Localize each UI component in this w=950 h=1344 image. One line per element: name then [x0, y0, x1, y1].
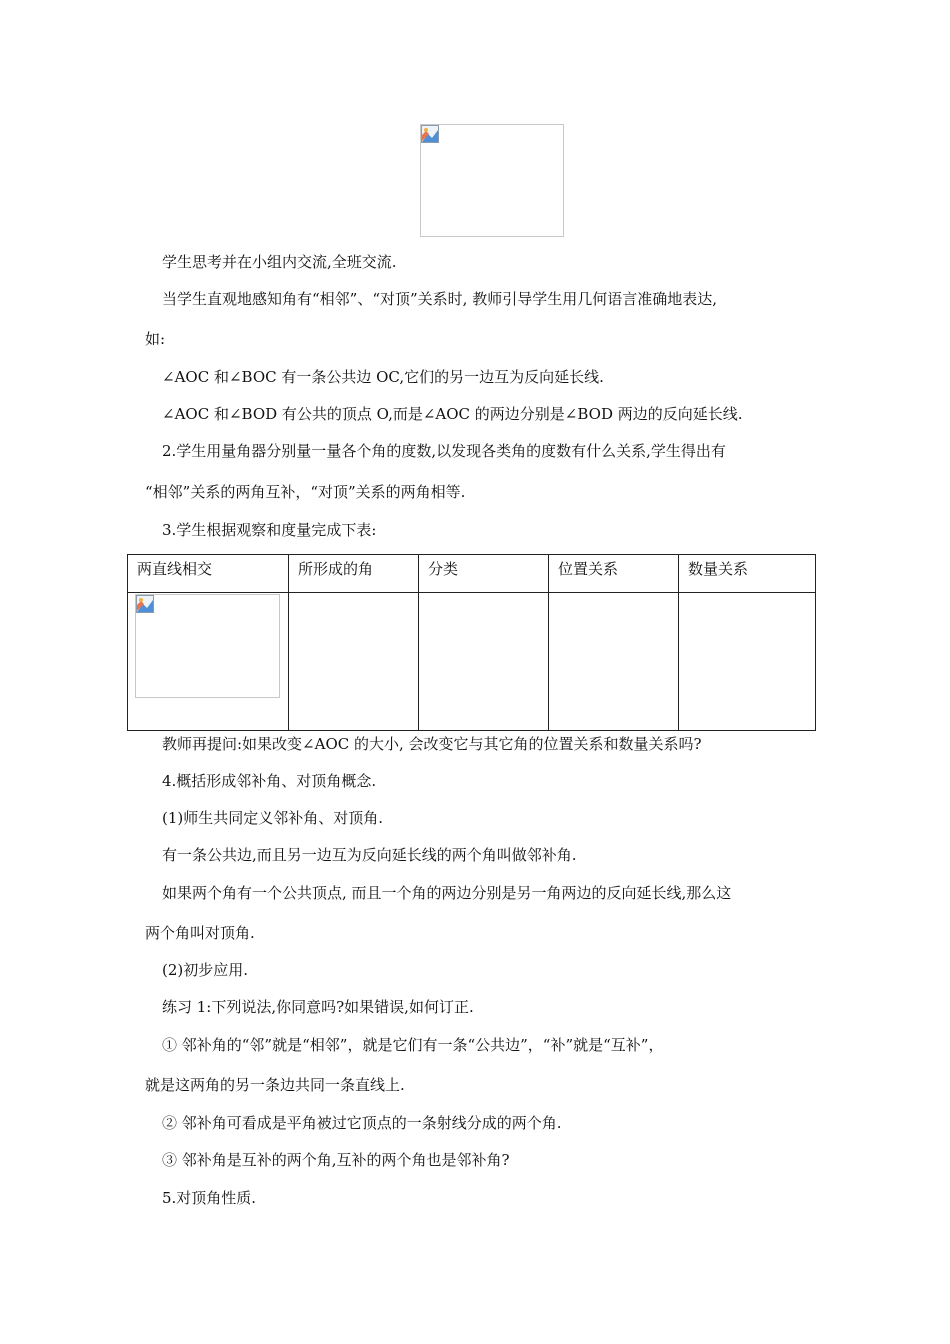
paragraph: 3.学生根据观察和度量完成下表: [162, 521, 377, 539]
table-header-cell: 两直线相交 [128, 555, 289, 593]
table-header-cell: 所形成的角 [289, 555, 419, 593]
paragraph: 如果两个角有一个公共顶点, 而且一个角的两边分别是另一角两边的反向延长线,那么这 [162, 884, 732, 902]
paragraph: ③ 邻补角是互补的两个角,互补的两个角也是邻补角? [162, 1151, 510, 1169]
paragraph: 有一条公共边,而且另一边互为反向延长线的两个角叫做邻补角. [162, 846, 577, 864]
paragraph: 练习 1:下列说法,你同意吗?如果错误,如何订正. [162, 998, 474, 1016]
paragraph: “相邻”关系的两角互补，“对顶”关系的两角相等. [145, 483, 466, 501]
table-header-row [128, 555, 816, 593]
paragraph: ∠AOC 和∠BOC 有一条公共边 OC,它们的另一边互为反向延长线. [162, 368, 604, 386]
paragraph: 当学生直观地感知角有“相邻”、“对顶”关系时, 教师引导学生用几何语言准确地表达, [162, 290, 717, 308]
paragraph: 就是这两角的另一条边共同一条直线上. [145, 1076, 405, 1094]
paragraph: 4.概括形成邻补角、对顶角概念. [162, 772, 377, 790]
classification-table [127, 554, 816, 731]
paragraph: ① 邻补角的“邻”就是“相邻”，就是它们有一条“公共边”，“补”就是“互补”， [162, 1036, 664, 1054]
table-cell[interactable] [549, 593, 679, 731]
table-header-cell: 分类 [419, 555, 549, 593]
paragraph: ② 邻补角可看成是平角被过它顶点的一条射线分成的两个角. [162, 1114, 562, 1132]
table-cell [128, 593, 289, 731]
figure-intersecting-lines [420, 124, 564, 237]
paragraph: (2)初步应用. [162, 961, 249, 979]
paragraph: ∠AOC 和∠BOD 有公共的顶点 O,而是∠AOC 的两边分别是∠BOD 两边的反向延长线. [162, 405, 743, 423]
broken-image-icon [136, 595, 154, 613]
paragraph: 如: [145, 330, 166, 348]
figure-table-intersecting-lines [135, 594, 280, 698]
broken-image-icon [421, 125, 439, 143]
table-cell[interactable] [679, 593, 816, 731]
paragraph: 学生思考并在小组内交流,全班交流. [162, 253, 397, 271]
table-cell[interactable] [419, 593, 549, 731]
table-cell[interactable] [289, 593, 419, 731]
paragraph: 5.对顶角性质. [162, 1189, 257, 1207]
table-row [128, 593, 816, 731]
paragraph: 教师再提问:如果改变∠AOC 的大小, 会改变它与其它角的位置关系和数量关系吗? [162, 735, 702, 753]
paragraph: (1)师生共同定义邻补角、对顶角. [162, 809, 384, 827]
paragraph: 两个角叫对顶角. [145, 924, 255, 942]
table-header-cell: 位置关系 [549, 555, 679, 593]
paragraph: 2.学生用量角器分别量一量各个角的度数,以发现各类角的度数有什么关系,学生得出有 [162, 442, 726, 460]
table-header-cell: 数量关系 [679, 555, 816, 593]
